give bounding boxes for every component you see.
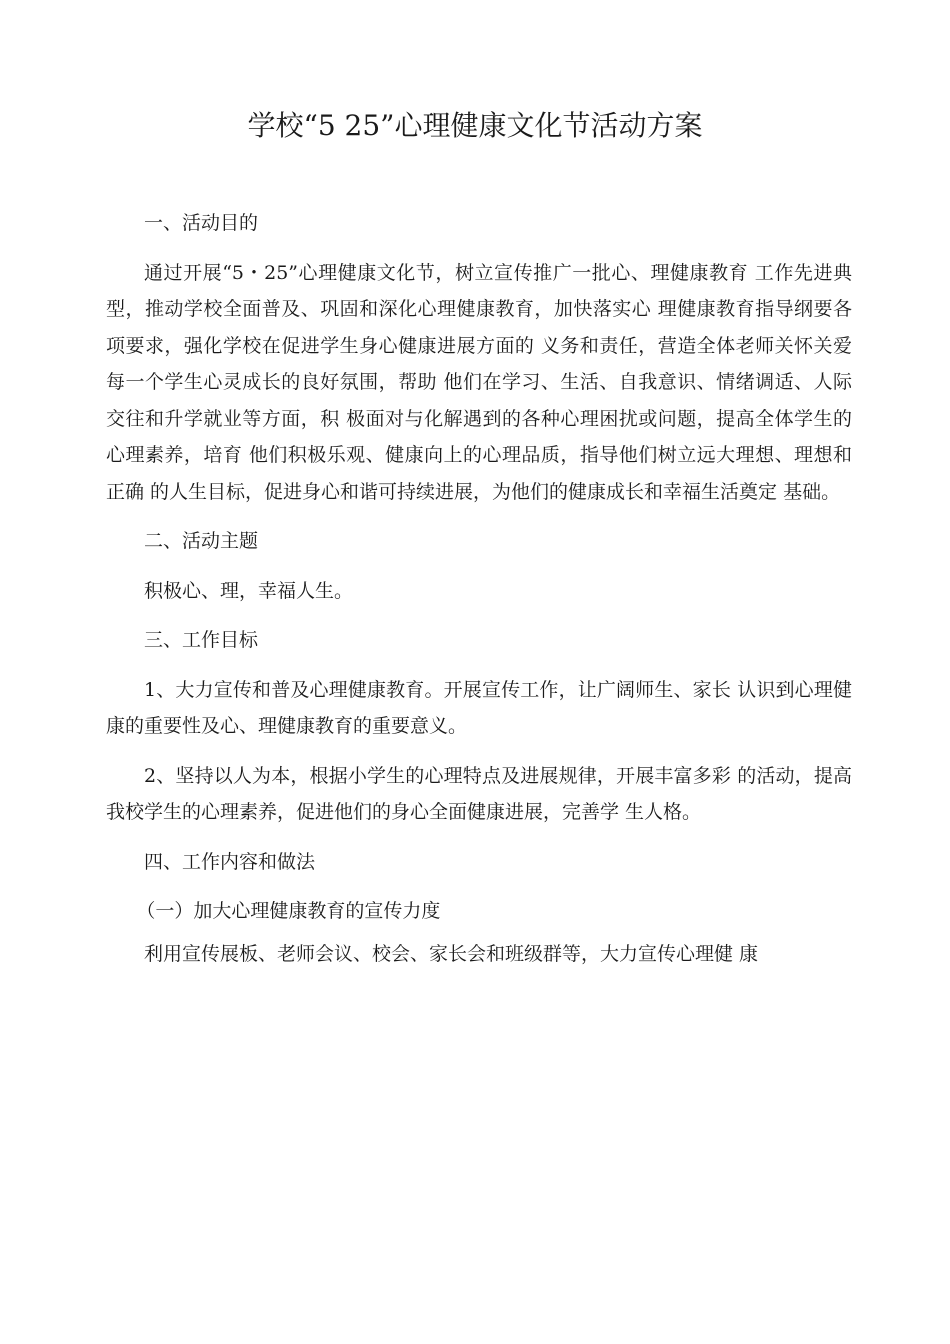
section-paragraph-publicity: 利用宣传展板、老师会议、校会、家长会和班级群等，大力宣传心理健 康 bbox=[144, 942, 759, 965]
document-body bbox=[106, 205, 852, 985]
section-heading-theme: 二、活动主题 bbox=[144, 530, 259, 552]
section-paragraph-goal-2: 2、坚持以人为本，根据小学生的心理特点及进展规律，开展丰富多彩 的活动，提高我校学生的心理素养，促进他们的身心全面健康进展，完善学 生人格。 bbox=[106, 764, 852, 823]
section-paragraph-theme: 积极心、理，幸福人生。 bbox=[144, 579, 354, 602]
section-heading-goals: 三、工作目标 bbox=[144, 629, 259, 651]
section-heading-purpose: 一、活动目的 bbox=[144, 212, 259, 234]
document-title: 学校“5 25”心理健康文化节活动方案 bbox=[247, 109, 703, 142]
section-paragraph-goal-1: 1、大力宣传和普及心理健康教育。开展宣传工作，让广阔师生、家长 认识到心理健康的重要性及心、理健康教育的重要意义。 bbox=[106, 678, 852, 737]
section-heading-methods: 四、工作内容和做法 bbox=[144, 850, 316, 873]
section-paragraph-purpose: 通过开展“5・25”心理健康文化节，树立宣传推广一批心、理健康教育 工作先进典型，推动学校全面普及、巩固和深化心理健康教育，加快落实心 理健康教育指导纲要各项要求，强化学校在促进学生身心健康进展方面的 义务和责任，营造全体老师关怀关爱每一个学生心灵成长的良好氛围，帮助 他们在学习、生活、自我意识、情绪调适、人际交往和升学就业等方面，积 极面对与化解遇到的各种心理困扰或问题，提高全体学生的心理素养，培育 他们积极乐观、健康向上的心理品质，指导他们树立远大理想、理想和正确 的人生目标，促进身心和谐可持续进展，为他们的健康成长和幸福生活奠定 基础。 bbox=[106, 261, 852, 503]
subsection-heading-publicity: （一）加大心理健康教育的宣传力度 bbox=[136, 900, 441, 922]
